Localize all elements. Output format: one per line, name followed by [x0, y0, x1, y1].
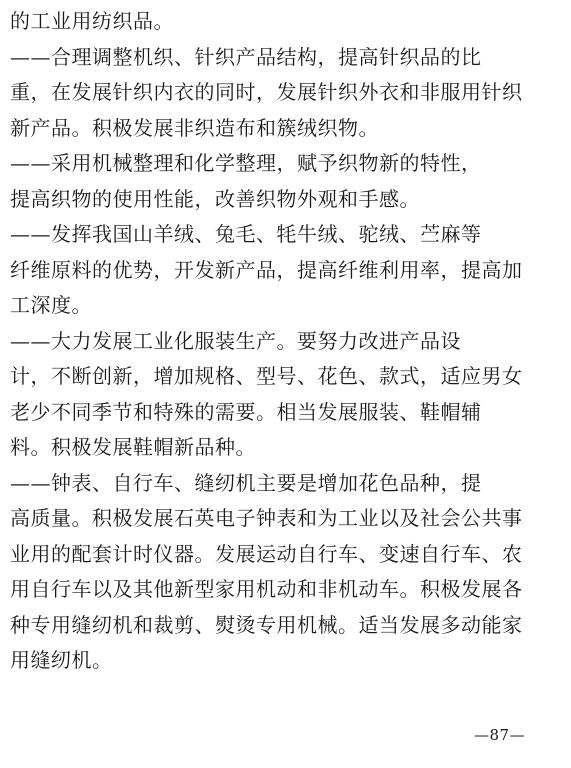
text-line: 纤维原料的优势，开发新产品，提高纤维利用率，提高加 [10, 257, 523, 282]
text-line: 用缝纫机。 [10, 648, 113, 672]
body-text [10, 4, 562, 679]
text-line: ——大力发展工业化服装生产。要努力改进产品设 [10, 328, 461, 353]
text-line: 计，不断创新，增加规格、型号、花色、款式，适应男女 [10, 364, 523, 388]
text-line: 新产品。积极发展非织造布和簇绒织物。 [10, 115, 379, 140]
text-line: 老少不同季节和特殊的需要。相当发展服装、鞋帽辅 [10, 399, 482, 424]
text-line: 料。积极发展鞋帽新品种。 [10, 435, 256, 459]
text-line: ——合理调整机织、针织产品结构，提高针织品的比 [10, 44, 482, 69]
text-line: ——钟表、自行车、缝纫机主要是增加花色品种，提 [10, 470, 482, 495]
text-line: 的工业用纺织品。 [10, 9, 174, 33]
text-line: ——采用机械整理和化学整理，赋予织物新的特性， [10, 151, 482, 175]
text-line: 种专用缝纫机和裁剪、熨烫专用机械。适当发展多动能家 [10, 612, 523, 637]
text-line: 提高织物的使用性能，改善织物外观和手感。 [10, 186, 420, 211]
text-line: 高质量。积极发展石英电子钟表和为工业以及社会公共事 [10, 506, 523, 530]
text-line: ——发挥我国山羊绒、兔毛、牦牛绒、驼绒、苎麻等 [10, 222, 482, 246]
text-line: 用自行车以及其他新型家用机动和非机动车。积极发展各 [10, 577, 523, 601]
page-number: —87— [474, 726, 526, 744]
text-line: 重，在发展针织内衣的同时，发展针织外衣和非服用针织 [10, 80, 523, 104]
text-line: 业用的配套计时仪器。发展运动自行车、变速自行车、农 [10, 541, 523, 566]
text-line: 工深度。 [10, 293, 92, 317]
